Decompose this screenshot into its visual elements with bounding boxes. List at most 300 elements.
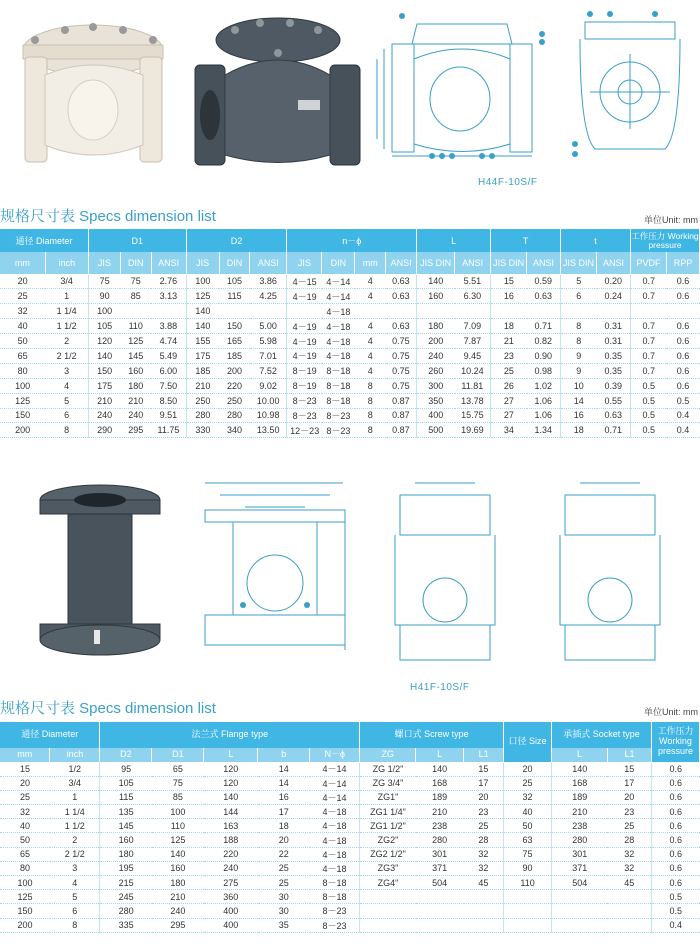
table-cell: 4－14 <box>310 790 360 804</box>
table-row <box>0 904 700 918</box>
table-cell: 220 <box>204 847 258 861</box>
table-cell: 5 <box>45 393 88 408</box>
table-cell: 0.31 <box>597 334 631 349</box>
table-cell: 80 <box>0 861 50 875</box>
table-cell <box>607 918 651 932</box>
table-cell: 195 <box>100 861 152 875</box>
table-cell: 0.75 <box>386 334 417 349</box>
table-cell: 163 <box>204 819 258 833</box>
table-cell: ZG4" <box>360 876 416 890</box>
table-cell: 0.6 <box>666 378 699 393</box>
table-cell: 0.87 <box>386 423 417 438</box>
table-cell: 0.6 <box>651 833 699 847</box>
table-cell: 100 <box>0 378 45 393</box>
table-cell: 0.7 <box>630 289 666 304</box>
subheader-cell: L <box>552 748 608 762</box>
table-cell: 90 <box>88 289 120 304</box>
table-row <box>0 334 700 349</box>
table-cell <box>416 890 464 904</box>
subheader-cell: JIS <box>287 252 322 274</box>
table-cell: 160 <box>100 833 152 847</box>
table-cell: 4－18 <box>322 304 355 319</box>
table-cell: 8－18 <box>322 378 355 393</box>
table-cell: 0.6 <box>666 348 699 363</box>
table-cell: 4－18 <box>310 861 360 875</box>
table-cell: 8 <box>355 423 386 438</box>
table-cell: 150 <box>0 904 50 918</box>
table-cell: 50 <box>504 819 552 833</box>
header-l: L <box>417 229 491 252</box>
table-cell: 8－19 <box>287 378 322 393</box>
table-cell <box>504 904 552 918</box>
table-cell: 34 <box>491 423 527 438</box>
table-cell: 140 <box>152 847 204 861</box>
table-cell: 8 <box>561 319 597 334</box>
table-cell: 240 <box>417 348 455 363</box>
table-cell <box>416 904 464 918</box>
table-cell: 0.63 <box>597 408 631 423</box>
table-cell: 0.63 <box>386 289 417 304</box>
table-row <box>0 776 700 790</box>
table-cell: 200 <box>0 918 50 932</box>
table-cell: 85 <box>152 790 204 804</box>
table-cell: 238 <box>416 819 464 833</box>
table-cell: 8－23 <box>310 904 360 918</box>
table-cell: 180 <box>152 876 204 890</box>
table-cell: 0.6 <box>666 274 699 289</box>
table-cell: 0.5 <box>666 393 699 408</box>
subheader-cell: DIN <box>322 252 355 274</box>
table-cell: 0.75 <box>386 363 417 378</box>
table-cell: 6 <box>50 904 100 918</box>
table-cell: 4－14 <box>322 289 355 304</box>
table-cell: 3.86 <box>250 274 287 289</box>
table-cell: 8 <box>355 378 386 393</box>
subheader-cell: PVDF <box>630 252 666 274</box>
table-cell: 4－14 <box>310 762 360 776</box>
table-cell: 35 <box>258 918 310 932</box>
table-cell: 8 <box>45 423 88 438</box>
table-cell: 360 <box>204 890 258 904</box>
table-cell: 4－19 <box>287 289 322 304</box>
table-cell: 22 <box>258 847 310 861</box>
table-cell: 32 <box>464 861 504 875</box>
subheader-cell: ANSI <box>151 252 186 274</box>
table-cell: 15 <box>0 762 50 776</box>
table-cell: 7.01 <box>250 348 287 363</box>
table-cell: 4－14 <box>310 776 360 790</box>
table-cell: 400 <box>417 408 455 423</box>
table-cell: 75 <box>88 274 120 289</box>
table-cell: 1/2 <box>50 762 100 776</box>
table-cell: 3/4 <box>45 274 88 289</box>
section1-title: 规格尺寸表 Specs dimension list <box>0 208 216 225</box>
table-cell: 238 <box>552 819 608 833</box>
subheader-cell: b <box>258 748 310 762</box>
table-cell: 220 <box>219 378 250 393</box>
table-cell: 0.63 <box>386 274 417 289</box>
subheader-cell: ANSI <box>527 252 561 274</box>
table-cell <box>552 918 608 932</box>
table-cell: 85 <box>120 289 151 304</box>
table-cell: 0.6 <box>651 762 699 776</box>
subheader-cell: inch <box>50 748 100 762</box>
table-cell: 165 <box>219 334 250 349</box>
table-cell: 140 <box>417 274 455 289</box>
table-cell: 8－23 <box>287 408 322 423</box>
table-cell: 0.6 <box>651 847 699 861</box>
table-cell: 210 <box>120 393 151 408</box>
table-cell: 23 <box>607 805 651 819</box>
table-cell: 350 <box>417 393 455 408</box>
table-cell: 4 <box>355 334 386 349</box>
table-cell: 45 <box>607 876 651 890</box>
table-row <box>0 304 700 319</box>
table-cell: 20 <box>464 790 504 804</box>
table-cell: 32 <box>0 304 45 319</box>
table-cell: 160 <box>120 363 151 378</box>
subheader-cell: mm <box>0 748 50 762</box>
table-cell: 0.5 <box>651 890 699 904</box>
table-cell: 8 <box>561 334 597 349</box>
subheader-cell: JIS DIN <box>491 252 527 274</box>
table-cell: 28 <box>607 833 651 847</box>
table-cell: 8.50 <box>151 393 186 408</box>
table-cell <box>287 304 322 319</box>
header-t-lower: t <box>561 229 631 252</box>
table-cell: 4 <box>355 289 386 304</box>
table-cell: 200 <box>417 334 455 349</box>
h41f-screw-drawing <box>385 475 505 665</box>
subheader-cell: ANSI <box>597 252 631 274</box>
table-cell: 100 <box>0 876 50 890</box>
table-cell <box>552 904 608 918</box>
table-cell: 1.06 <box>527 393 561 408</box>
subheader-cell: ANSI <box>386 252 417 274</box>
table-cell: 5 <box>561 274 597 289</box>
subheader-cell: JIS <box>88 252 120 274</box>
table-cell: 15.75 <box>455 408 491 423</box>
table-cell: 7.52 <box>250 363 287 378</box>
table-cell: 0.6 <box>666 363 699 378</box>
table-cell: 0.63 <box>386 319 417 334</box>
table-cell: 65 <box>0 847 50 861</box>
table-cell: 2 1/2 <box>50 847 100 861</box>
table-cell <box>464 904 504 918</box>
table-cell <box>151 304 186 319</box>
table-cell: 23 <box>491 348 527 363</box>
table-cell: 4 <box>355 363 386 378</box>
table-cell: ZG 3/4" <box>360 776 416 790</box>
table-cell: 504 <box>552 876 608 890</box>
table-cell <box>360 918 416 932</box>
table-cell: 8－18 <box>322 363 355 378</box>
table-cell: 210 <box>186 378 219 393</box>
table-cell: 5.98 <box>250 334 287 349</box>
header-diameter: 通径 Diameter <box>0 722 100 748</box>
section2-subheader-row <box>0 748 700 762</box>
table-cell: 0.71 <box>597 423 631 438</box>
table-cell: 10 <box>561 378 597 393</box>
table-cell: 32 <box>607 847 651 861</box>
table-cell: 240 <box>120 408 151 423</box>
table-cell: 295 <box>120 423 151 438</box>
table-cell: ZG2" <box>360 833 416 847</box>
table-cell: 240 <box>204 861 258 875</box>
table-cell: 0.5 <box>651 904 699 918</box>
grey-ball-check-valve-photo <box>30 480 170 670</box>
table-cell: 75 <box>504 847 552 861</box>
table-cell <box>504 918 552 932</box>
table-cell: 1 1/4 <box>45 304 88 319</box>
table-cell: 140 <box>204 790 258 804</box>
table-cell: 4－18 <box>322 334 355 349</box>
table-cell: 150 <box>0 408 45 423</box>
table-cell: 3.13 <box>151 289 186 304</box>
table-cell: 4－18 <box>322 319 355 334</box>
table-cell: 8－18 <box>322 393 355 408</box>
table-cell: 0.71 <box>527 319 561 334</box>
table-cell: 25 <box>607 819 651 833</box>
table-cell: 185 <box>186 363 219 378</box>
table-cell: 5 <box>50 890 100 904</box>
h41f-socket-drawing <box>550 475 670 665</box>
subheader-cell: DIN <box>219 252 250 274</box>
table-cell <box>464 918 504 932</box>
table-cell: 17 <box>607 776 651 790</box>
table-row <box>0 876 700 890</box>
table-row <box>0 274 700 289</box>
table-cell: 100 <box>186 274 219 289</box>
header-caliber: 口径 Size <box>504 722 552 762</box>
top-model-caption: H44F-10S/F <box>478 177 538 188</box>
table-cell: 4 <box>50 876 100 890</box>
table-cell <box>219 304 250 319</box>
table-cell: 125 <box>120 334 151 349</box>
table-cell: 0.75 <box>386 378 417 393</box>
table-cell: 0.20 <box>597 274 631 289</box>
table-cell: 30 <box>258 890 310 904</box>
table-cell: 340 <box>219 423 250 438</box>
table-cell: 10.00 <box>250 393 287 408</box>
table-row <box>0 289 700 304</box>
table-cell: 13.50 <box>250 423 287 438</box>
table-cell: 50 <box>0 334 45 349</box>
table-cell: 335 <box>100 918 152 932</box>
table-cell: 188 <box>204 833 258 847</box>
table-cell: 0.6 <box>666 289 699 304</box>
table-cell: 14 <box>258 776 310 790</box>
table-cell: 8－23 <box>322 408 355 423</box>
table-cell: 32 <box>0 805 50 819</box>
table-cell: 27 <box>491 408 527 423</box>
table-cell: 280 <box>416 833 464 847</box>
table-cell: 500 <box>417 423 455 438</box>
table-row <box>0 762 700 776</box>
table-row <box>0 790 700 804</box>
table-cell: 110 <box>120 319 151 334</box>
table-cell <box>666 304 699 319</box>
table-cell: 32 <box>607 861 651 875</box>
table-cell: 3 <box>45 363 88 378</box>
table-cell: 65 <box>0 348 45 363</box>
subheader-cell: L <box>204 748 258 762</box>
table-cell: 0.90 <box>527 348 561 363</box>
table-cell: 9.45 <box>455 348 491 363</box>
header-n-phi: n－ϕ <box>287 229 417 252</box>
table-cell: 0.7 <box>630 334 666 349</box>
table-cell: 75 <box>152 776 204 790</box>
table-cell: 18 <box>258 819 310 833</box>
table-cell: 290 <box>88 423 120 438</box>
table-cell: 0.4 <box>666 423 699 438</box>
table-cell: 5.00 <box>250 319 287 334</box>
table-row <box>0 363 700 378</box>
table-cell <box>607 904 651 918</box>
table-cell: 210 <box>88 393 120 408</box>
subheader-cell: DIN <box>120 252 151 274</box>
table-cell: 0.7 <box>630 348 666 363</box>
table-cell: 0.7 <box>630 274 666 289</box>
table-cell: 10.24 <box>455 363 491 378</box>
table-cell: 8－18 <box>310 876 360 890</box>
table-cell: 110 <box>152 819 204 833</box>
table-cell: 140 <box>186 304 219 319</box>
table-cell: 0.87 <box>386 393 417 408</box>
table-cell: 0.7 <box>630 319 666 334</box>
subheader-cell: JIS DIN <box>417 252 455 274</box>
table-row <box>0 819 700 833</box>
table-cell <box>464 890 504 904</box>
table-cell: 1 1/4 <box>50 805 100 819</box>
table-cell: 280 <box>552 833 608 847</box>
table-cell: ZG3" <box>360 861 416 875</box>
table-cell: 150 <box>219 319 250 334</box>
table-cell: 4－14 <box>322 274 355 289</box>
subheader-cell: RPP <box>666 252 699 274</box>
section1-subheader-row <box>0 252 700 274</box>
table-cell <box>630 304 666 319</box>
table-cell: 0.4 <box>666 408 699 423</box>
table-cell: 28 <box>464 833 504 847</box>
table-cell: 175 <box>186 348 219 363</box>
table-cell: 6 <box>45 408 88 423</box>
subheader-cell: ZG <box>360 748 416 762</box>
table-cell: 4－19 <box>287 348 322 363</box>
table-cell: 210 <box>152 890 204 904</box>
middle-model-caption: H41F-10S/F <box>410 682 470 693</box>
table-cell: 0.6 <box>651 790 699 804</box>
table-cell: 210 <box>552 805 608 819</box>
subheader-cell: ANSI <box>250 252 287 274</box>
table-cell: 4 <box>45 378 88 393</box>
table-cell: 2 1/2 <box>45 348 88 363</box>
table-cell: 215 <box>100 876 152 890</box>
table-cell: 260 <box>417 363 455 378</box>
table-cell: 8－23 <box>310 918 360 932</box>
table-cell: 240 <box>152 904 204 918</box>
table-cell: 125 <box>0 393 45 408</box>
table-cell: 275 <box>204 876 258 890</box>
subheader-cell: JIS DIN <box>561 252 597 274</box>
table-cell: 6 <box>561 289 597 304</box>
subheader-cell: L <box>416 748 464 762</box>
table-cell: ZG1 1/4" <box>360 805 416 819</box>
table-cell: 16 <box>491 289 527 304</box>
table-cell: 0.31 <box>597 319 631 334</box>
table-cell: 115 <box>100 790 152 804</box>
table-cell: 15 <box>491 274 527 289</box>
table-cell: 301 <box>552 847 608 861</box>
table-cell: 17 <box>258 805 310 819</box>
table-cell <box>491 304 527 319</box>
subheader-cell: ANSI <box>455 252 491 274</box>
header-socket-type: 承插式 Socket type <box>552 722 652 748</box>
table-cell: 8－23 <box>322 423 355 438</box>
table-cell: 0.4 <box>651 918 699 932</box>
table-cell: 20 <box>607 790 651 804</box>
table-cell <box>597 304 631 319</box>
table-cell: 4－18 <box>310 805 360 819</box>
table-cell: 0.6 <box>651 819 699 833</box>
subheader-cell: mm <box>355 252 386 274</box>
table-cell: 144 <box>204 805 258 819</box>
table-cell: 400 <box>204 918 258 932</box>
table-cell <box>386 304 417 319</box>
table-cell: 9.51 <box>151 408 186 423</box>
table-cell: 125 <box>186 289 219 304</box>
table-cell: 0.6 <box>666 334 699 349</box>
table-cell: 4－15 <box>287 274 322 289</box>
table-cell: 32 <box>464 847 504 861</box>
table-cell: 160 <box>152 861 204 875</box>
table-cell: 32 <box>504 790 552 804</box>
table-cell: 301 <box>416 847 464 861</box>
table-cell <box>355 304 386 319</box>
table-cell: 6.30 <box>455 289 491 304</box>
table-cell: 4.25 <box>250 289 287 304</box>
table-row <box>0 408 700 423</box>
table-cell: 7.50 <box>151 378 186 393</box>
table-cell: 371 <box>552 861 608 875</box>
table-cell: 27 <box>491 393 527 408</box>
table-cell: 175 <box>88 378 120 393</box>
table-cell: 4－18 <box>310 833 360 847</box>
table-cell <box>360 904 416 918</box>
table-cell: 1 <box>45 289 88 304</box>
table-cell: 63 <box>504 833 552 847</box>
table-cell: 105 <box>88 319 120 334</box>
table-cell: 14 <box>561 393 597 408</box>
table-cell: 6.00 <box>151 363 186 378</box>
table-cell <box>250 304 287 319</box>
header-d2: D2 <box>186 229 287 252</box>
table-cell: 20 <box>0 274 45 289</box>
header-diameter: 通径 Diameter <box>0 229 88 252</box>
table-cell: 145 <box>120 348 151 363</box>
table-cell: 18 <box>561 423 597 438</box>
table-cell: 1 <box>50 790 100 804</box>
table-cell: 295 <box>152 918 204 932</box>
table-row <box>0 833 700 847</box>
table-cell: 0.75 <box>386 348 417 363</box>
table-row <box>0 847 700 861</box>
table-cell: 150 <box>88 363 120 378</box>
table-cell: 7.09 <box>455 319 491 334</box>
table-cell: 20 <box>258 833 310 847</box>
table-cell: 140 <box>88 348 120 363</box>
table-cell: 240 <box>88 408 120 423</box>
